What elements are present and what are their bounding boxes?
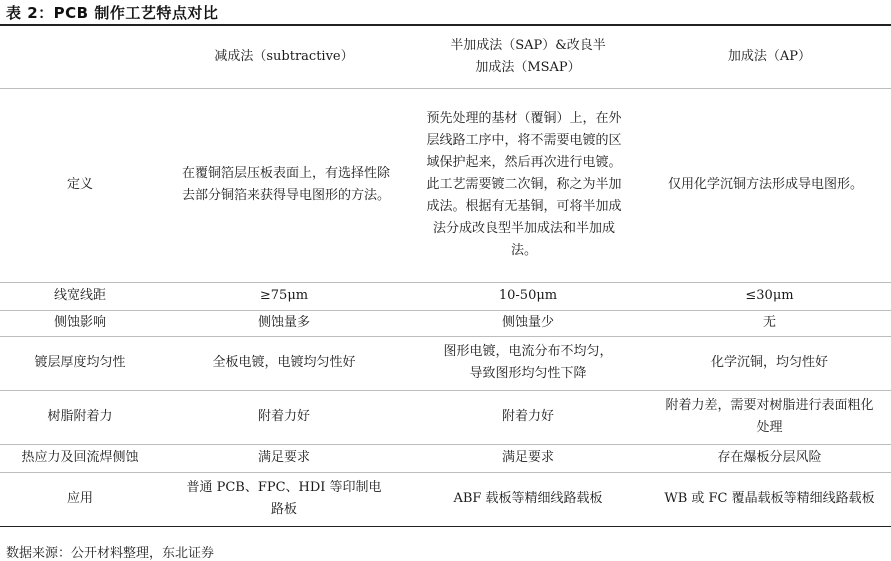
- table-row: [0, 336, 891, 390]
- table-cell: ≤30μm: [648, 282, 891, 310]
- table-cell: ABF 载板等精细线路载板: [408, 472, 648, 526]
- table-row: [0, 472, 891, 526]
- row-label: 镀层厚度均匀性: [0, 336, 160, 390]
- table-cell: 附着力好: [160, 390, 408, 444]
- row-label: 热应力及回流焊侧蚀: [0, 444, 160, 472]
- row-label: 定义: [0, 88, 160, 282]
- table-cell: ≥75μm: [160, 282, 408, 310]
- row-label: 树脂附着力: [0, 390, 160, 444]
- source-note: 数据来源：公开材料整理，东北证券: [6, 546, 215, 561]
- header-cell-blank: [0, 26, 160, 88]
- table-row: [0, 390, 891, 444]
- table-cell: 普通 PCB、FPC、HDI 等印制电路板: [160, 472, 408, 526]
- header-cell-subtractive: 减成法（subtractive）: [160, 26, 408, 88]
- table-row: [0, 282, 891, 310]
- table-cell: 满足要求: [160, 444, 408, 472]
- row-label: 线宽线距: [0, 282, 160, 310]
- table-cell: 仅用化学沉铜方法形成导电图形。: [648, 88, 891, 282]
- table-cell: 附着力好: [408, 390, 648, 444]
- table-row: [0, 88, 891, 282]
- header-cell-additive: 加成法（AP）: [648, 26, 891, 88]
- table-cell: 10-50μm: [408, 282, 648, 310]
- table-cell: 预先处理的基材（覆铜）上，在外层线路工序中，将不需要电镀的区域保护起来，然后再次进行电镀。此工艺需要镀二次铜，称之为半加成法。根据有无基铜，可将半加成法分成改良型半加成法和半加成法。: [408, 88, 648, 282]
- table-cell: 存在爆板分层风险: [648, 444, 891, 472]
- table-cell: 在覆铜箔层压板表面上，有选择性除去部分铜箔来获得导电图形的方法。: [160, 88, 408, 282]
- table-cell: 图形电镀，电流分布不均匀，导致图形均匀性下降: [408, 336, 648, 390]
- row-label: 应用: [0, 472, 160, 526]
- header-row: [0, 26, 891, 88]
- table-row: [0, 310, 891, 336]
- row-label: 侧蚀影响: [0, 310, 160, 336]
- table-cell: 全板电镀，电镀均匀性好: [160, 336, 408, 390]
- table-cell: 无: [648, 310, 891, 336]
- comparison-table: [0, 26, 891, 527]
- table-cell: 化学沉铜，均匀性好: [648, 336, 891, 390]
- table-cell: 侧蚀量少: [408, 310, 648, 336]
- table-row: [0, 444, 891, 472]
- table-cell: 满足要求: [408, 444, 648, 472]
- table-cell: 侧蚀量多: [160, 310, 408, 336]
- table-caption: 表 2：PCB 制作工艺特点对比: [6, 4, 219, 22]
- header-cell-sap-msap: 半加成法（SAP）&改良半加成法（MSAP）: [408, 26, 648, 88]
- table-cell: WB 或 FC 覆晶载板等精细线路载板: [648, 472, 891, 526]
- table-cell: 附着力差，需要对树脂进行表面粗化处理: [648, 390, 891, 444]
